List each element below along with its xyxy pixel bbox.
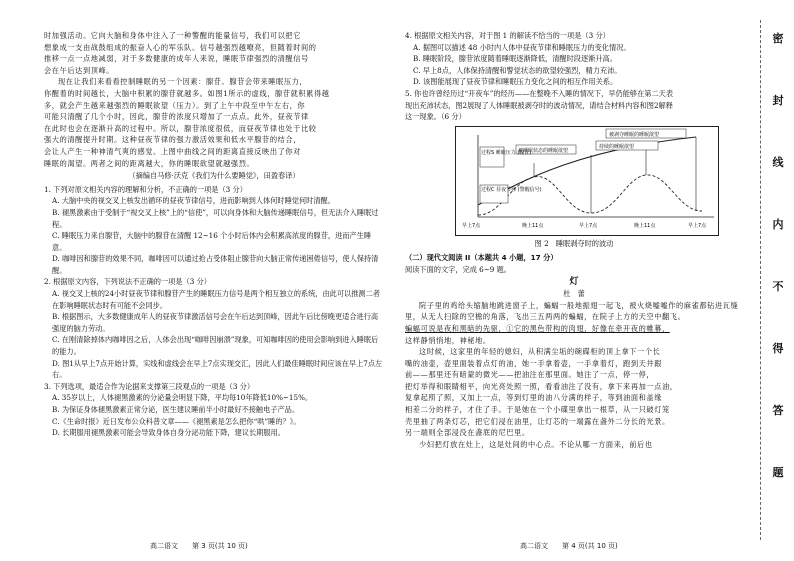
seal-char: 答: [772, 404, 784, 417]
question-5: [405, 88, 743, 123]
circadian-curve: [478, 175, 702, 215]
passage-line: 多，就会产生越来越强烈的睡眠欲望（压力）。到了上午中段至中午左右，你: [44, 100, 306, 110]
option-c: C. 睡眠压力来自腺苷，大脑中的腺苷在清醒 12~16 个小时后体内会积累高浓度的腺苷，进而产生睡意。: [52, 231, 372, 252]
option-a: A. 35岁以上，人体褪黑激素的分泌量会明显下降，平均每10年降低10%~15%。: [52, 393, 313, 403]
passage-line: 会让人产生一种神清气爽的感觉。上图中曲线之间的距离直接反映出了你对: [44, 146, 301, 156]
question-1: [44, 184, 384, 277]
instruction: 阅读下面的文字，完成 6~9 题。: [405, 264, 511, 274]
option-b: B. 睡眠阶段，腺苷浓度随着睡眠逐渐降低，清醒时段逐渐升高。: [413, 54, 617, 64]
question-2: [44, 276, 384, 380]
story-line: 复拿起照了照，又加上一点，等到灯里的油八分满的样子，等到油面和盖缘: [405, 393, 662, 403]
passage-line: 强大的清醒提升时期。这种昼夜节律的强力激活效果和低水平腺苷的结合，: [44, 135, 301, 145]
label-process-s: 过程S 睡眠压力 (腺苷): [481, 149, 532, 156]
question-stem: 2. 根据原文内容，下列说法不正确的一项是（3 分）: [44, 277, 211, 287]
story-line: 这样静悄悄地，神秘地。: [405, 335, 491, 345]
seal-char: 题: [772, 466, 784, 479]
question-stem-line: 5. 你也许曾经历过“开夜车”的经历——在整晚不入睡的情况下，早仍能够在第二天表: [405, 88, 674, 98]
question-stem-line: 这一现象。（6 分）: [405, 112, 466, 122]
question-stem: 4. 根据原文相关内容，对于图 1 的解读不恰当的一项是（3 分）: [405, 31, 610, 40]
label-mid-drive: 被睡眠状态的睡眠欲望: [518, 147, 569, 154]
page-footer-left: 高二语文 第 3 页(共 10 页): [150, 542, 248, 550]
seal-line-strip: [752, 0, 794, 561]
seal-char: 封: [772, 94, 784, 107]
story-line: 这时候，这家里的年轻的媳妇，从积满尘垢的碗碟柜的顶上拿下一个长: [419, 347, 661, 357]
tick-label: 早上7点: [579, 222, 598, 229]
question-stem: 3. 下列选项，最适合作为论据来支撑第三段观点的一项是（3 分）: [44, 381, 255, 391]
question-stem: 1. 下列对原文相关内容的理解和分析，不正确的一项是（3 分）: [44, 184, 247, 194]
passage-line: 推移一点一点地减弱，对于多数健康的成年人来说，睡眠节律强烈的清醒信号: [44, 54, 309, 64]
tick-label: 早上7点: [688, 222, 707, 229]
question-3: [44, 381, 384, 439]
story-line: 相差二分的样子，才住了手。于是她在一个小碟里拿出一根草，从一只破灯笼: [405, 405, 670, 415]
passage-line: 你醒着的时间越长，大脑中积累的腺苷就越多。如图1所示的虚线，腺苷就积累得越: [44, 88, 330, 98]
story-line: 嘴的油壶，壶里面装着点灯的油，她一手拿着壶，一手拿着灯，跑到天井跟: [405, 358, 662, 368]
story-author: 杜 蕾: [563, 289, 585, 299]
passage-source: （摘编自马修·沃克《我们为什么要睡觉》，田盈春译）: [128, 171, 300, 181]
story-line-underlined: 蝙蝠可说是夜和黑暗的先驱，①它的黑色带构的肉翅，好像在牵开夜的帷幕，: [405, 323, 670, 333]
story-line: 院子里的鸡给头缩脑地跳进窗子上，蝙蝠一般地振翅一起飞，被火烧嘘嘘作的麻雀都钻进瓦缝: [419, 300, 739, 310]
passage-line: 可能只清醒了几个小时，因此，腺苷的浓度只增加了一点点。此外，昼夜节律: [44, 112, 309, 122]
story-line: 少妇把灯放在灶上，这是灶间的中心点。不论从哪一方面来，前后也: [419, 439, 653, 449]
section-heading: （二）现代文阅读 II（本题共 4 小题，17 分）: [405, 253, 558, 263]
story-title: 灯: [569, 276, 579, 287]
right-page: [405, 30, 743, 450]
story-line: 壳里抽了两条灯芯，把它们浸在油里，让灯芯的一端露在盏外二分长的光景。: [405, 416, 670, 426]
figure-caption: 图 2 睡眠剥夺时的波动: [534, 238, 614, 248]
seal-char: 线: [772, 156, 784, 169]
story-text: [405, 300, 743, 451]
option-a: A. 据图可以描述 48 小时内人体中昼夜节律和睡眠压力的变化情况。: [413, 42, 631, 52]
passage-line: 现在让我们来看看控制睡眠的另一个因素：腺苷。腺苷会带来睡眠压力，: [58, 77, 308, 87]
option-b: B. 根据图示，大多数健康成年人的昼夜节律激活信号会在午后达到顶峰，因此午后比傍晚更适合进行高强度的脑力劳动。: [52, 312, 379, 333]
option-a: A. 视交叉上核的24小时昼夜节律和腺苷产生的睡眠压力信号是两个相互独立的系统，由此可以推测二者在影响睡眠状态时有可能不会同步。: [52, 289, 380, 310]
left-page: [44, 30, 384, 439]
label-process-c: 过程C 昼夜节律 (警醒信号): [481, 186, 542, 193]
option-d: D. 该图能展现了昼夜节律和睡眠压力变化之间的相互作用关系。: [413, 77, 618, 87]
option-c: C. 早上8点，人体保持清醒和警觉状态的欲望较强烈，精力充沛。: [413, 65, 622, 75]
option-d: D. 长期服用褪黑激素可能会导致身体自身分泌功能下降，建议长期服用。: [52, 428, 285, 438]
story-line: 另一端则全部浸没在盏底的尼巴里。: [405, 428, 530, 438]
option-b: B. 褪黑激素由于受制于“视交叉上核”上的“信使”，可以向身体和大脑传递睡眠信号，但无法介入睡眠过程。: [52, 207, 379, 229]
passage-line: 时加强活动。它向大脑和身体中注入了一种警醒的能量信号，我们可以把它: [44, 31, 301, 40]
label-continuous-drive: 持续的睡眠欲望: [599, 143, 635, 150]
passage-line: 想象成一支由战鼓组成的振奋人心的军乐队。信号越强烈越嘹亮，但随着时间的: [44, 42, 317, 52]
story-line: 把灯举得和眼睛相平，向光亮处照一照，看看油注了没有，拿下来再加一点油，: [405, 381, 678, 391]
seal-char: 密: [772, 32, 784, 45]
option-c: C.《生命时报》近日发布公众科普文章——《褪黑素是怎么把你“哄”睡的？》。: [52, 416, 301, 426]
option-d: D. 咖啡因和腺苷的效果不同，咖啡因可以通过抢占受体阻止腺苷向大脑正常传递困倦信号，使人保持清醒。: [52, 254, 379, 275]
tick-label: 晚上11点: [522, 222, 544, 229]
tick-label: 早上7点: [462, 222, 481, 229]
seal-dashed-line: [760, 20, 761, 540]
passage-line: 睡眠的渴望。两者之间的距离越大，你的睡眠欲望就越强烈。: [44, 158, 255, 168]
label-deprived-drive: 被剥夺睡眠的睡眠欲望: [609, 131, 660, 138]
passage-line: 会在午后达到顶峰。: [44, 65, 115, 75]
option-c: C. 在刚清除掉体内咖啡因之后，人体会出现“咖啡因崩溃”现象，可知咖啡因的使用会影响到进入睡眠后的能力。: [52, 335, 379, 357]
sleep-pressure-curve: [478, 137, 696, 205]
page-footer-right: 高二语文 第 4 页(共 10 页): [520, 542, 618, 550]
story-line: 前——那里还有暗蒙的微光——把油注在那里面。她注了一点，停一停，: [405, 370, 655, 380]
option-d: D. 图1从早上7点开始计算，实线和虚线会在早上7点实现交汇，因此人们最佳睡眠时间应该在早上7点左右。: [52, 358, 383, 380]
option-a: A. 大脑中央的视交叉上核发出循环的昼夜节律信号，进而影响到人体何时睡觉何时清醒。: [52, 196, 335, 206]
figure-2-diagram: [456, 127, 718, 235]
seal-char: 内: [772, 218, 784, 231]
tick-label: 晚上11点: [634, 222, 656, 229]
option-b: B. 为保证身体褪黑激素正常分泌，医生建议睡前半小时最好不接触电子产品。: [52, 405, 300, 414]
question-4: [405, 30, 743, 88]
passage-line: 在此时也会在逐渐升高的过程中。所以，腺苷浓度很低，而昼夜节律也处于比较: [44, 123, 317, 133]
question-stem-line: 现出充沛状态，图2展现了人体睡眠被剥夺时的波动情况，请结合材料内容和图2解释: [405, 100, 673, 110]
story-line: 里，从无人扫除的空檐的角落，飞出三五两两的蝙蝠，在院子上方的天空中翻飞。: [405, 312, 686, 322]
seal-char: 得: [772, 342, 784, 355]
seal-char: 不: [772, 280, 784, 293]
figure-2: [455, 126, 719, 236]
passage: [44, 30, 384, 169]
